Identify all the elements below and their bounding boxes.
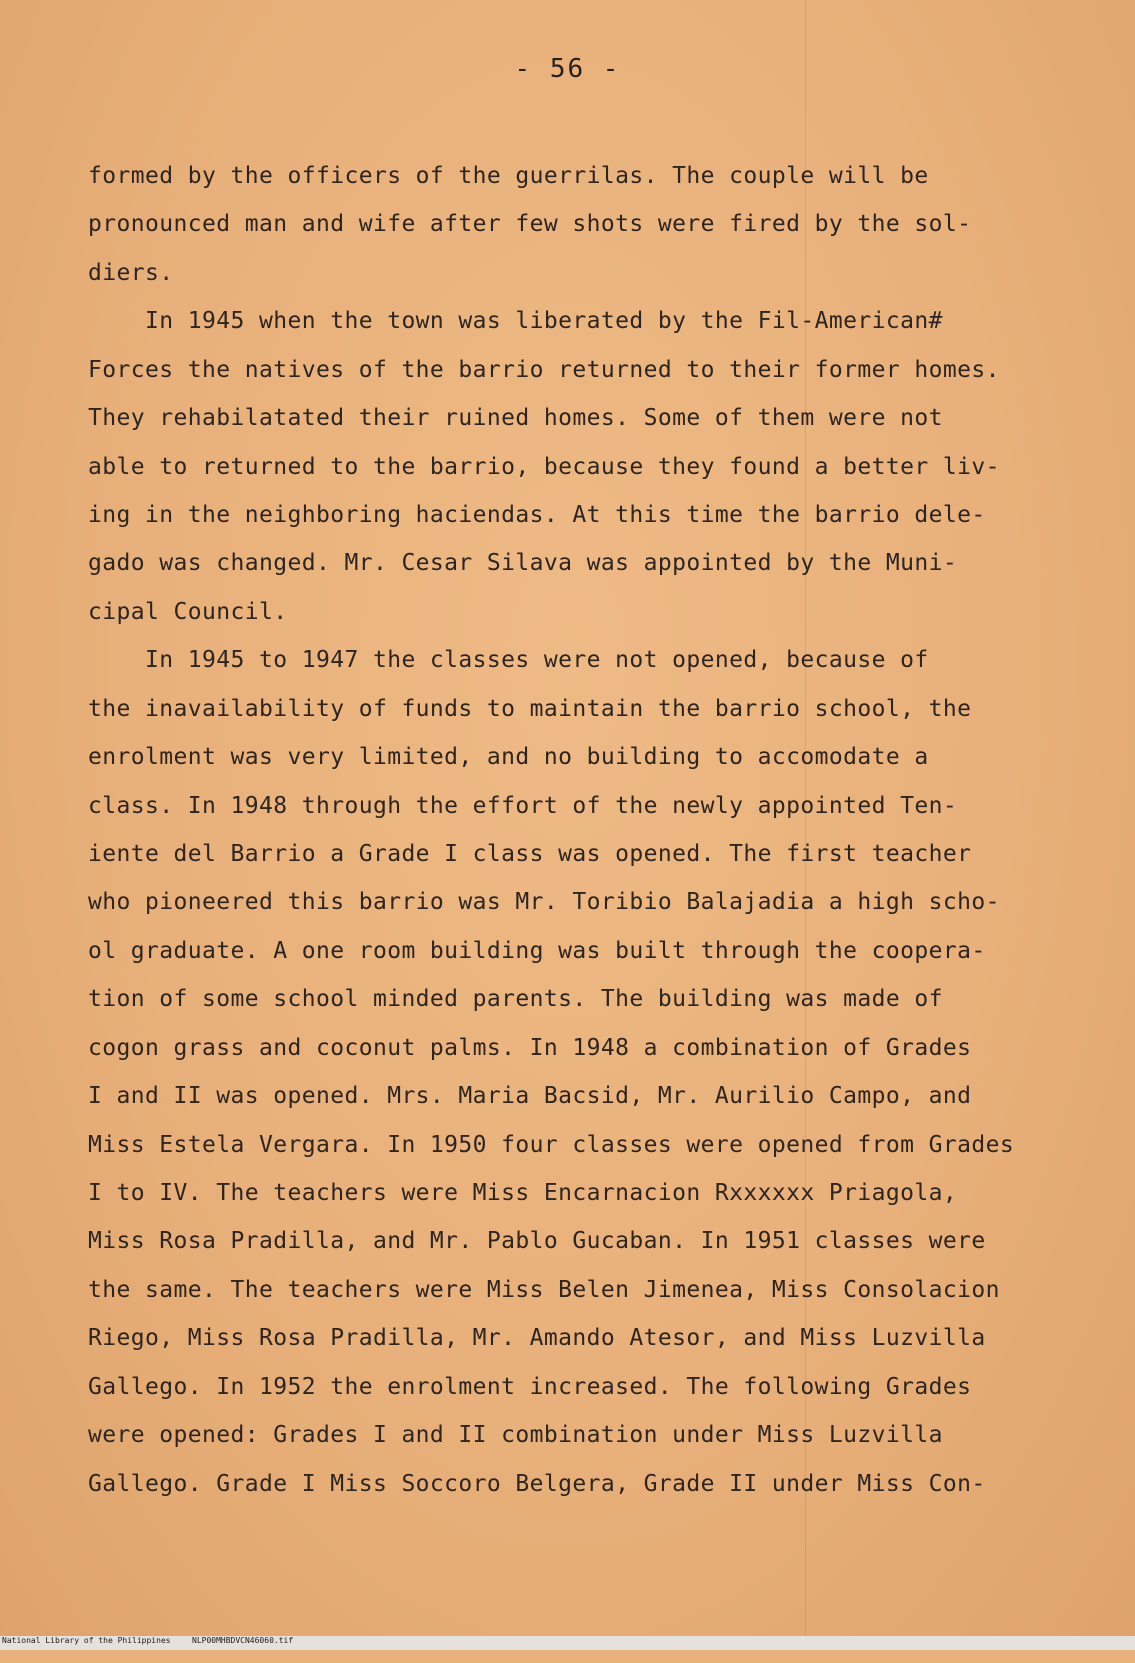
text-line: In 1945 to 1947 the classes were not opened, because of [88, 647, 929, 673]
text-line: cipal Council. [88, 599, 288, 625]
footer-file-name: NLP00MHBDVCN46060.tif [192, 1636, 294, 1645]
text-line: Gallego. Grade I Miss Soccoro Belgera, Grade II under Miss Con- [88, 1471, 986, 1497]
footer-institution: National Library of the Philippines [2, 1636, 171, 1645]
text-line: Riego, Miss Rosa Pradilla, Mr. Amando Atesor, and Miss Luzvilla [88, 1325, 986, 1351]
text-line: were opened: Grades I and II combination under Miss Luzvilla [88, 1422, 943, 1448]
text-line: enrolment was very limited, and no building to accomodate a [88, 744, 929, 770]
text-line: They rehabilatated their ruined homes. Some of them were not [88, 405, 943, 431]
text-line: cogon grass and coconut palms. In 1948 a combination of Grades [88, 1035, 972, 1061]
text-line: diers. [88, 260, 174, 286]
text-line: ing in the neighboring haciendas. At this time the barrio dele- [88, 502, 986, 528]
text-line: Miss Rosa Pradilla, and Mr. Pablo Gucaban. In 1951 classes were [88, 1228, 986, 1254]
text-line: the inavailability of funds to maintain the barrio school, the [88, 696, 972, 722]
text-line: able to returned to the barrio, because they found a better liv- [88, 454, 1000, 480]
text-line: Gallego. In 1952 the enrolment increased. The following Grades [88, 1374, 972, 1400]
page-number: - 56 - [514, 54, 621, 84]
text-line: pronounced man and wife after few shots were fired by the sol- [88, 211, 972, 237]
scan-footer [0, 1636, 1135, 1648]
text-line: formed by the officers of the guerrilas. The couple will be [88, 163, 929, 189]
text-line: who pioneered this barrio was Mr. Toribio Balajadia a high scho- [88, 889, 1000, 915]
text-line: ol graduate. A one room building was built through the coopera- [88, 938, 986, 964]
text-line: I and II was opened. Mrs. Maria Bacsid, Mr. Aurilio Campo, and [88, 1083, 972, 1109]
text-line: the same. The teachers were Miss Belen Jimenea, Miss Consolacion [88, 1277, 1000, 1303]
text-line: iente del Barrio a Grade I class was opened. The first teacher [88, 841, 972, 867]
text-line: I to IV. The teachers were Miss Encarnacion Rxxxxxx Priagola, [88, 1180, 958, 1206]
text-line: In 1945 when the town was liberated by the Fil-American# [88, 308, 943, 334]
paper-crease [805, 0, 806, 1650]
text-line: Miss Estela Vergara. In 1950 four classes were opened from Grades [88, 1132, 1015, 1158]
text-line: class. In 1948 through the effort of the newly appointed Ten- [88, 793, 958, 819]
text-line: Forces the natives of the barrio returned to their former homes. [88, 357, 1000, 383]
text-line: tion of some school minded parents. The building was made of [88, 986, 943, 1012]
text-line: gado was changed. Mr. Cesar Silava was appointed by the Muni- [88, 550, 958, 576]
